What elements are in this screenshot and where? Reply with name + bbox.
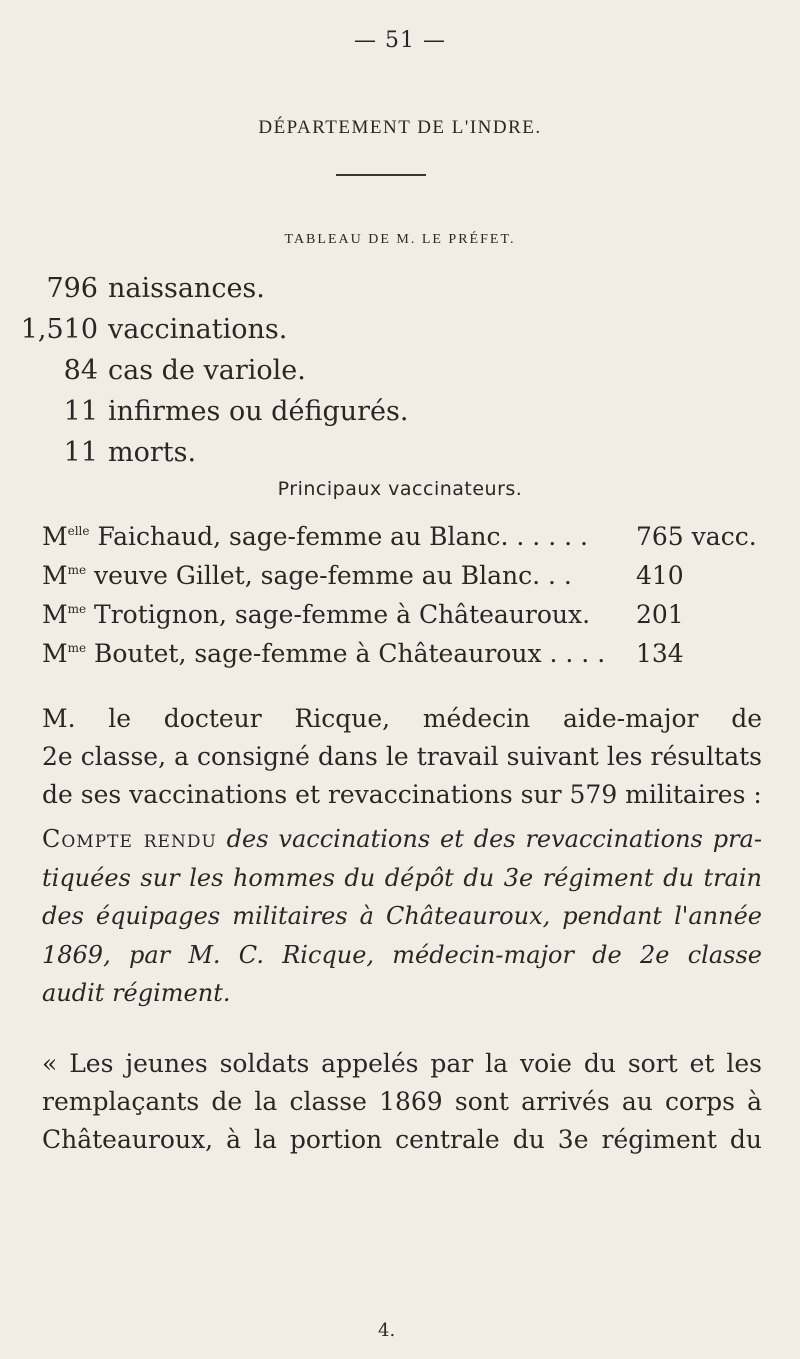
paragraph-line: 2e classe, a consigné dans le travail suivant les résultats: [42, 742, 762, 771]
stat-label: vaccinations.: [108, 314, 288, 345]
vaccinator-row: [42, 639, 762, 675]
vaccination-count: 134: [636, 639, 684, 668]
stat-row: [0, 355, 400, 389]
signature-mark: 4.: [378, 1320, 396, 1341]
vaccinator-row: [42, 561, 762, 597]
stat-row: [0, 396, 409, 430]
stat-row: [0, 314, 400, 348]
vaccinator-row: [42, 600, 762, 636]
paragraph-line: de ses vaccinations et revaccinations sur 579 militaires :: [42, 780, 762, 809]
stat-value: 11: [63, 437, 98, 468]
caption-small-caps: Compte rendu: [42, 825, 217, 853]
stat-label: cas de variole.: [108, 355, 306, 386]
report-paragraph: [42, 1045, 762, 1159]
vaccination-count: 765 vacc.: [636, 522, 757, 551]
stat-label: infirmes ou défigurés.: [108, 396, 409, 427]
vaccinators-heading: Principaux vaccinateurs.: [277, 478, 523, 500]
paragraph-line: 1869, par M. C. Ricque, médecin-major de 2e classe: [42, 940, 762, 969]
department-heading: DÉPARTEMENT DE L'INDRE.: [258, 117, 542, 138]
stat-label: naissances.: [108, 273, 265, 304]
vaccinator-row: [42, 522, 762, 558]
vaccinator-name: $M^{me}$ Boutet, sage-femme à Châteauroux . . . .: [42, 639, 606, 668]
stat-label: morts.: [108, 437, 197, 468]
table-subtitle: TABLEAU DE M. LE PRÉFET.: [284, 232, 516, 247]
heading-divider: [336, 174, 426, 176]
paragraph-line: remplaçants de la classe 1869 sont arrivés au corps à: [42, 1087, 762, 1116]
paragraph-line: audit régiment.: [42, 979, 231, 1007]
page-number: — 51 —: [354, 28, 446, 53]
stat-value: 11: [63, 396, 98, 427]
paragraph-line: Compte rendu des vaccinations et des revaccinations pra-: [42, 825, 762, 853]
vaccinator-name: $M^{me}$ Trotignon, sage-femme à Châteauroux.: [42, 600, 591, 629]
stat-value: 1,510: [20, 314, 98, 345]
stat-row: [0, 437, 400, 471]
paragraph-line: M. le docteur Ricque, médecin aide-major de: [42, 704, 762, 733]
intro-paragraph: [42, 700, 762, 814]
paragraph-line: tiquées sur les hommes du dépôt du 3e régiment du train: [42, 863, 762, 892]
stat-value: 796: [46, 273, 98, 304]
report-caption: [42, 820, 762, 1013]
vaccination-count: 201: [636, 600, 684, 629]
stat-row: [0, 273, 400, 307]
vaccinator-name: $M^{me}$ veuve Gillet, sage-femme au Blanc. . .: [42, 561, 572, 590]
paragraph-line: Châteauroux, à la portion centrale du 3e régiment du: [42, 1125, 762, 1154]
paragraph-line: des équipages militaires à Châteauroux, pendant l'année: [42, 902, 762, 930]
vaccinator-name: $M^{elle}$ Faichaud, sage-femme au Blanc. . . . . .: [42, 522, 588, 551]
stat-value: 84: [63, 355, 98, 386]
paragraph-line: « Les jeunes soldats appelés par la voie du sort et les: [42, 1049, 762, 1078]
vaccination-count: 410: [636, 561, 684, 590]
